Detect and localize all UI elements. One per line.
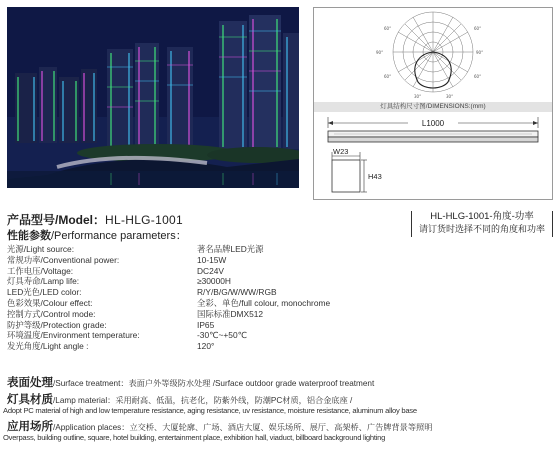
spec-row bbox=[7, 266, 407, 277]
svg-text:60°: 60° bbox=[384, 74, 392, 79]
spec-label: 光源/Light source: bbox=[7, 244, 75, 254]
svg-text:30°: 30° bbox=[414, 94, 422, 99]
spec-label: 防护等级/Protection grade: bbox=[7, 319, 107, 330]
application-text: 立交桥、大厦轮廓、广场、酒店大厦、娱乐场所、展厅、高架桥、广告牌背景等照明 bbox=[129, 423, 433, 432]
spec-value: 著名品牌LED光源 bbox=[197, 244, 264, 254]
application-text-en: Overpass, building outline, square, hotel building, entertainment place, exhibition hall, viaduct, billboard background lighting bbox=[3, 433, 386, 442]
spec-row bbox=[7, 287, 407, 298]
svg-text:60°: 60° bbox=[474, 74, 482, 79]
spec-label: 工作电压/Voltage: bbox=[7, 265, 74, 276]
spec-value: 全彩、单色/full colour, monochrome bbox=[197, 297, 331, 308]
spec-row bbox=[7, 309, 407, 320]
performance-heading-zh: 性能参数 bbox=[7, 230, 51, 242]
spec-label: 色彩效果/Colour effect: bbox=[7, 297, 93, 308]
surface-heading-en: /Surface treatment： bbox=[53, 379, 129, 388]
svg-text:30°: 30° bbox=[446, 94, 454, 99]
spec-label: 发光角度/Light angle : bbox=[7, 341, 89, 352]
material-heading-en: /Lamp material： bbox=[53, 396, 116, 405]
lamp-material bbox=[7, 391, 352, 407]
material-text-en: Adopt PC material of high and low temperature resistance, aging resistance, uv resistance, moisture resistance, aluminum alloy base bbox=[3, 406, 417, 415]
spec-value: ≥30000H bbox=[197, 276, 231, 287]
width-label: W23 bbox=[333, 147, 349, 156]
spec-row bbox=[7, 320, 407, 331]
spec-label: 控制方式/Control mode: bbox=[7, 308, 96, 319]
model-heading bbox=[7, 211, 183, 228]
spec-row bbox=[7, 298, 407, 309]
svg-text:90°: 90° bbox=[376, 50, 384, 55]
spec-value: IP65 bbox=[197, 319, 215, 330]
model-label: 产品型号/Model： bbox=[7, 213, 105, 227]
svg-text:60°: 60° bbox=[384, 26, 392, 31]
ordering-note-title: HL-HLG-1001-角度-功率 bbox=[430, 211, 534, 222]
spec-row bbox=[7, 244, 407, 255]
dimensions-caption: 灯具结构尺寸图/DIMENSIONS:(mm) bbox=[314, 102, 552, 112]
polar-light-distribution-chart bbox=[314, 8, 552, 100]
spec-value: DC24V bbox=[197, 265, 224, 276]
cross-section-drawing bbox=[324, 146, 404, 198]
length-label: L1000 bbox=[421, 119, 445, 128]
dimension-diagram-panel bbox=[313, 7, 553, 200]
spec-row bbox=[7, 276, 407, 287]
height-label: H43 bbox=[368, 172, 382, 181]
application-heading-zh: 应用场所 bbox=[7, 421, 53, 433]
spec-label: LED光色/LED color: bbox=[7, 287, 82, 298]
spec-list bbox=[7, 244, 407, 352]
spec-value: -30℃~+50℃ bbox=[197, 330, 248, 341]
product-application-photo bbox=[7, 7, 299, 188]
spec-value: 国际标准DMX512 bbox=[197, 308, 264, 319]
material-text: 采用耐高、低温，抗老化，防紫外线，防潮PC材质，铝合金底座 / bbox=[115, 396, 353, 405]
spec-label: 常规功率/Conventional power: bbox=[7, 254, 120, 265]
performance-heading-en: /Performance parameters： bbox=[51, 230, 187, 242]
spec-value: 10-15W bbox=[197, 254, 227, 265]
surface-heading-zh: 表面处理 bbox=[7, 377, 53, 389]
spec-label: 环境温度/Environment temperature: bbox=[7, 330, 140, 341]
svg-text:90°: 90° bbox=[476, 50, 484, 55]
surface-text: 表面户外等级防水处理 /Surface outdoor grade waterproof treatment bbox=[128, 379, 375, 388]
spec-row bbox=[7, 255, 407, 266]
spec-row bbox=[7, 341, 407, 352]
spec-value: R/Y/B/G/W/WW/RGB bbox=[197, 287, 277, 298]
application-places bbox=[7, 418, 432, 434]
night-buildings-illustration bbox=[7, 7, 299, 188]
ordering-note bbox=[411, 211, 553, 237]
application-heading-en: /Application places： bbox=[53, 423, 130, 432]
spec-value: 120° bbox=[197, 341, 215, 352]
surface-treatment bbox=[7, 374, 374, 390]
material-heading-zh: 灯具材质 bbox=[7, 394, 53, 406]
performance-heading bbox=[7, 227, 187, 243]
spec-row bbox=[7, 330, 407, 341]
spec-label: 灯具寿命/Lamp life: bbox=[7, 276, 80, 287]
svg-text:60°: 60° bbox=[474, 26, 482, 31]
model-value: HL-HLG-1001 bbox=[105, 213, 184, 227]
ordering-note-text: 请订货时选择不同的角度和功率 bbox=[418, 224, 545, 234]
